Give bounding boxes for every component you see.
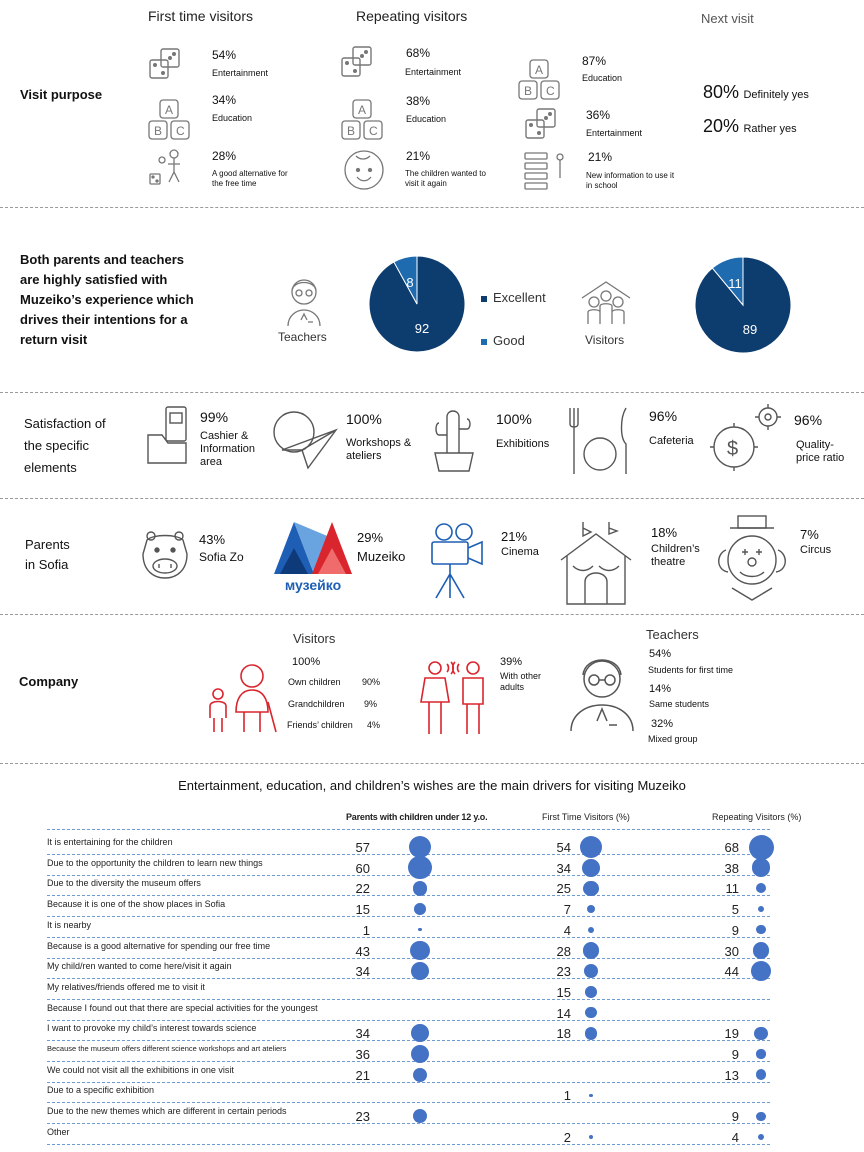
row-label: Due to the opportunity the children to learn new things <box>47 857 263 868</box>
cinema-text: Cinema <box>501 546 539 558</box>
value-r: 13 <box>724 1067 739 1083</box>
friends-children-pct: 4% <box>367 720 381 730</box>
table-title: Entertainment, education, and children’s wishes are the main drivers for visiting Muzeiko <box>178 778 686 793</box>
table-row <box>47 918 770 938</box>
visitors-total: 100% <box>292 656 321 668</box>
dice-icon <box>523 106 559 142</box>
next-visit-title: Next visit <box>701 11 754 26</box>
satisfaction-summary <box>20 250 220 350</box>
value-bubble <box>582 859 600 877</box>
value-bubble <box>418 928 421 931</box>
header-parents: Parents with children under 12 y.o. <box>346 812 488 822</box>
svg-text:C: C <box>369 124 378 138</box>
summary-line: return visit <box>20 332 88 347</box>
value-bubble <box>413 1068 427 1082</box>
grandchildren-pct: 9% <box>364 699 378 709</box>
value-bubble <box>753 942 770 959</box>
value-f: 1 <box>563 1088 571 1104</box>
value-bubble <box>589 1135 593 1139</box>
legend-swatch <box>481 339 487 345</box>
legend-good <box>481 333 525 348</box>
same-students-pct: 14% <box>649 683 672 695</box>
value-r: 9 <box>731 1109 739 1125</box>
workshops-line: Workshops & <box>346 437 412 449</box>
table-row <box>47 980 770 1000</box>
exhibitions-text <box>496 438 549 451</box>
svg-text:B: B <box>154 124 163 138</box>
rather-text: Rather yes <box>743 123 797 135</box>
row-label: Other <box>47 1126 70 1137</box>
row-label: Due to a specific exhibition <box>47 1085 155 1096</box>
svg-text:B: B <box>347 124 356 138</box>
visitors-excellent-label: 89 <box>742 322 758 337</box>
cutlery-icon <box>566 406 634 476</box>
value-bubble <box>411 962 429 980</box>
value-bubble <box>754 1027 767 1040</box>
value-p: 34 <box>355 964 370 980</box>
teachers-label: Teachers <box>278 330 327 344</box>
repeat-education-pct: 38% <box>406 94 431 108</box>
row-divider <box>47 1144 770 1145</box>
value-r: 30 <box>724 943 739 959</box>
legend-excellent-text: Excellent <box>493 290 546 305</box>
row-label: Because is a good alternative for spending our free time <box>47 940 271 951</box>
cafeteria-pct: 96% <box>649 408 678 424</box>
workshops-pct: 100% <box>346 411 382 427</box>
dice-icon <box>339 44 375 80</box>
teacher-school-pct: 21% <box>588 150 613 164</box>
summary-line: Both parents and teachers <box>20 252 184 267</box>
value-f: 15 <box>556 984 571 1000</box>
teachers-good-label: 8 <box>406 275 414 290</box>
value-bubble <box>411 1045 429 1063</box>
hippo-icon <box>137 530 193 582</box>
abc-blocks-icon <box>147 98 193 142</box>
first-entertainment-pct: 54% <box>212 48 237 62</box>
company-teachers-title: Teachers <box>646 627 699 642</box>
legend-good-text: Good <box>493 333 525 348</box>
header-first-time: First Time Visitors (%) <box>542 812 630 822</box>
cashier-line: area <box>200 456 223 468</box>
rather-pct: 20% <box>703 116 740 136</box>
exhibitions-pct: 100% <box>496 411 532 427</box>
film-camera-icon <box>428 522 488 600</box>
value-r: 9 <box>731 922 739 938</box>
value-f: 23 <box>556 964 571 980</box>
repeat-education-text: Education <box>406 114 447 124</box>
teacher-education-pct: 87% <box>582 54 607 68</box>
dice-icon <box>147 46 183 82</box>
cinema-pct: 21% <box>501 529 528 544</box>
visitors-pie <box>694 256 792 354</box>
value-r: 38 <box>724 860 739 876</box>
teacher-school-text: New information to use it in school <box>586 171 675 190</box>
value-p: 15 <box>355 902 370 918</box>
value-r: 5 <box>731 902 739 918</box>
cashier-line: Cashier & <box>200 430 249 442</box>
value-f: 54 <box>556 840 571 855</box>
cashier-pct: 99% <box>200 409 229 425</box>
svg-text:A: A <box>165 103 174 117</box>
mixed-group-pct: 32% <box>651 718 674 730</box>
parent-child-icon <box>206 662 282 734</box>
row-label: Because it is one of the show places in Sofia <box>47 899 226 910</box>
teachers-excellent-label: 92 <box>414 321 430 336</box>
next-visit-rather <box>703 116 797 137</box>
svg-text:C: C <box>176 124 185 138</box>
elements-label-line: Satisfaction of <box>24 416 106 431</box>
header-repeating: Repeating Visitors (%) <box>712 812 802 822</box>
definitely-text: Definitely yes <box>743 89 809 101</box>
two-adults-icon <box>417 660 489 736</box>
value-f: 25 <box>556 881 571 897</box>
svg-text:$: $ <box>727 438 739 460</box>
value-f: 18 <box>556 1026 571 1042</box>
playtime-icon <box>148 148 192 190</box>
table-top-line <box>47 829 770 830</box>
value-f: 14 <box>556 1005 571 1021</box>
value-f: 4 <box>563 922 571 938</box>
value-r: 11 <box>725 881 739 897</box>
value-r: 19 <box>724 1026 739 1042</box>
circus-pct: 7% <box>800 527 819 542</box>
visit-purpose-label: Visit purpose <box>20 87 103 102</box>
table-row <box>47 1021 770 1041</box>
students-first-pct: 54% <box>649 648 672 660</box>
adults-text <box>500 671 541 693</box>
legend-swatch <box>481 296 487 302</box>
friends-children-name: Friends’ children <box>287 720 353 730</box>
teachers-pie <box>368 255 466 353</box>
value-p: 21 <box>355 1067 370 1083</box>
cactus-icon <box>425 407 483 473</box>
table-row <box>47 1125 770 1145</box>
value-p: 34 <box>355 1026 370 1042</box>
workshops-line: ateliers <box>346 450 382 462</box>
abc-blocks-icon <box>517 58 563 102</box>
repeat-children-pct: 21% <box>406 149 431 163</box>
table-row <box>47 1104 770 1124</box>
value-f: 28 <box>556 943 571 959</box>
svg-text:B: B <box>524 84 533 98</box>
table-row <box>47 876 770 896</box>
separator <box>0 614 864 615</box>
zoo-pct: 43% <box>199 532 226 547</box>
value-p: 36 <box>355 1047 370 1062</box>
value-bubble <box>758 1134 764 1140</box>
own-children-pct: 90% <box>362 677 381 687</box>
value-p: 57 <box>355 840 370 855</box>
value-bubble <box>414 903 426 915</box>
first-education-pct: 34% <box>212 93 237 107</box>
muzeiko-logo <box>270 518 356 594</box>
value-f: 34 <box>556 860 571 876</box>
parents-label-line: in Sofia <box>25 557 69 572</box>
theatre-pct: 18% <box>651 525 678 540</box>
repeating-visitors-title: Repeating visitors <box>356 8 468 24</box>
adults-pct: 39% <box>500 656 523 668</box>
cafeteria-text <box>649 435 694 448</box>
summary-line: Muzeiko’s experience which <box>20 292 194 307</box>
separator <box>0 498 864 499</box>
row-label: Due to the diversity the museum offers <box>47 878 201 889</box>
row-label: Because the museum offers different science workshops and art ateliers <box>47 1044 287 1053</box>
paper-plane-icon <box>272 410 338 472</box>
repeat-entertainment-pct: 68% <box>406 46 431 60</box>
muzeiko-pct: 29% <box>357 530 384 545</box>
money-gears-icon <box>706 401 786 475</box>
theatre-line: Children’s <box>651 543 700 555</box>
value-bubble <box>585 986 597 998</box>
separator <box>0 763 864 764</box>
first-education-text: Education <box>212 113 253 123</box>
value-f: 2 <box>563 1129 571 1145</box>
row-label: It is nearby <box>47 919 92 930</box>
repeat-children-text: The children wanted to visit it again <box>405 169 486 188</box>
teacher-entertainment-pct: 36% <box>586 108 611 122</box>
value-bubble <box>408 856 431 879</box>
abacus-icon <box>523 151 567 191</box>
clown-icon <box>714 514 790 604</box>
cafeteria-line: Cafeteria <box>649 435 694 447</box>
zoo-text: Sofia Zo <box>199 550 244 564</box>
value-r: 4 <box>731 1129 739 1145</box>
elements-label-line: the specific <box>24 438 90 453</box>
theatre-text <box>651 543 700 569</box>
row-label: Because I found out that there are special activities for the youngest <box>47 1002 318 1013</box>
row-label: I want to provoke my child’s interest towards science <box>47 1023 257 1034</box>
value-p: 22 <box>355 881 370 897</box>
first-alternative-text: A good alternative for the free time <box>212 169 288 188</box>
exhibitions-line: Exhibitions <box>496 438 550 450</box>
value-p: 60 <box>355 860 370 876</box>
theatre-line: theatre <box>651 556 686 568</box>
students-first-text: Students for first time <box>648 665 734 675</box>
value-p: 1 <box>362 922 370 938</box>
repeat-entertainment-text: Entertainment <box>405 67 462 77</box>
cashier-line: Information <box>200 443 256 455</box>
value-r: 9 <box>731 1047 739 1062</box>
table-row <box>47 959 770 979</box>
workshops-text <box>346 437 411 463</box>
value-r: 44 <box>724 964 739 980</box>
separator <box>0 392 864 393</box>
parents-label-line: Parents <box>25 537 70 552</box>
company-label: Company <box>19 674 79 689</box>
summary-line: drives their intentions for a <box>20 312 188 327</box>
adults-line: adults <box>500 682 525 692</box>
value-bubble <box>589 1094 592 1097</box>
value-r: 68 <box>724 840 739 855</box>
summary-line: are highly satisfied with <box>20 272 168 287</box>
row-label: Due to the new themes which are different in certain periods <box>47 1106 287 1117</box>
value-bubble <box>413 881 427 895</box>
value-bubble <box>411 1024 429 1042</box>
teacher-icon <box>284 276 324 330</box>
svg-text:C: C <box>546 84 555 98</box>
cashier-text <box>200 430 255 469</box>
value-bubble <box>749 835 774 860</box>
mixed-group-text: Mixed group <box>648 734 698 744</box>
visitors-group-icon <box>580 280 632 330</box>
next-visit-definitely <box>703 82 809 103</box>
quality-pct: 96% <box>794 412 823 428</box>
teacher-education-text: Education <box>582 73 623 83</box>
muzeiko-logo-text: музейко <box>284 577 342 593</box>
value-bubble <box>585 1007 596 1018</box>
elements-label <box>24 413 106 479</box>
row-label: My child/ren wanted to come here/visit it again <box>47 961 232 972</box>
table-row <box>47 1001 770 1021</box>
table-row <box>47 1063 770 1083</box>
value-p: 43 <box>355 943 370 959</box>
legend-excellent <box>481 290 546 305</box>
same-students-text: Same students <box>649 699 710 709</box>
first-entertainment-text: Entertainment <box>212 68 269 78</box>
quality-line: price ratio <box>796 452 845 464</box>
value-p: 23 <box>355 1109 370 1125</box>
table-row <box>47 1083 770 1103</box>
first-time-visitors-title: First time visitors <box>148 8 253 24</box>
child-face-icon <box>342 148 386 192</box>
value-bubble <box>756 1112 765 1121</box>
svg-text:A: A <box>358 103 367 117</box>
company-visitors-title: Visitors <box>293 631 336 646</box>
circus-text: Circus <box>800 544 832 556</box>
quality-text <box>796 439 844 465</box>
own-children-name: Own children <box>288 677 341 687</box>
elements-label-line: elements <box>24 460 77 475</box>
value-bubble <box>756 1049 765 1058</box>
value-bubble <box>585 1027 598 1040</box>
adults-line: With other <box>500 671 542 681</box>
value-bubble <box>588 927 594 933</box>
row-label: We could not visit all the exhibitions in one visit <box>47 1064 234 1075</box>
separator <box>0 207 864 208</box>
visitors-good-label: 11 <box>728 276 742 291</box>
grandchildren-name: Grandchildren <box>288 699 345 709</box>
theatre-house-icon <box>557 520 635 606</box>
table-row <box>47 939 770 959</box>
parents-label <box>25 535 70 575</box>
cashier-icon <box>144 405 194 467</box>
row-label: My relatives/friends offered me to visit it <box>47 981 205 992</box>
value-bubble <box>756 925 765 934</box>
table-row <box>47 897 770 917</box>
value-bubble <box>410 941 430 961</box>
quality-line: Quality- <box>796 439 834 451</box>
value-bubble <box>583 942 599 958</box>
value-bubble <box>583 881 598 896</box>
teacher-entertainment-text: Entertainment <box>586 128 643 138</box>
table-row <box>47 1042 770 1062</box>
teacher-icon <box>569 655 635 733</box>
value-f: 7 <box>563 902 571 918</box>
abc-blocks-icon <box>340 98 386 142</box>
definitely-pct: 80% <box>703 82 740 102</box>
row-label: It is entertaining for the children <box>47 837 173 847</box>
visitors-label: Visitors <box>585 333 625 347</box>
muzeiko-text: Muzeiko <box>357 549 406 564</box>
first-alternative-pct: 28% <box>212 149 237 163</box>
svg-text:A: A <box>535 63 544 77</box>
